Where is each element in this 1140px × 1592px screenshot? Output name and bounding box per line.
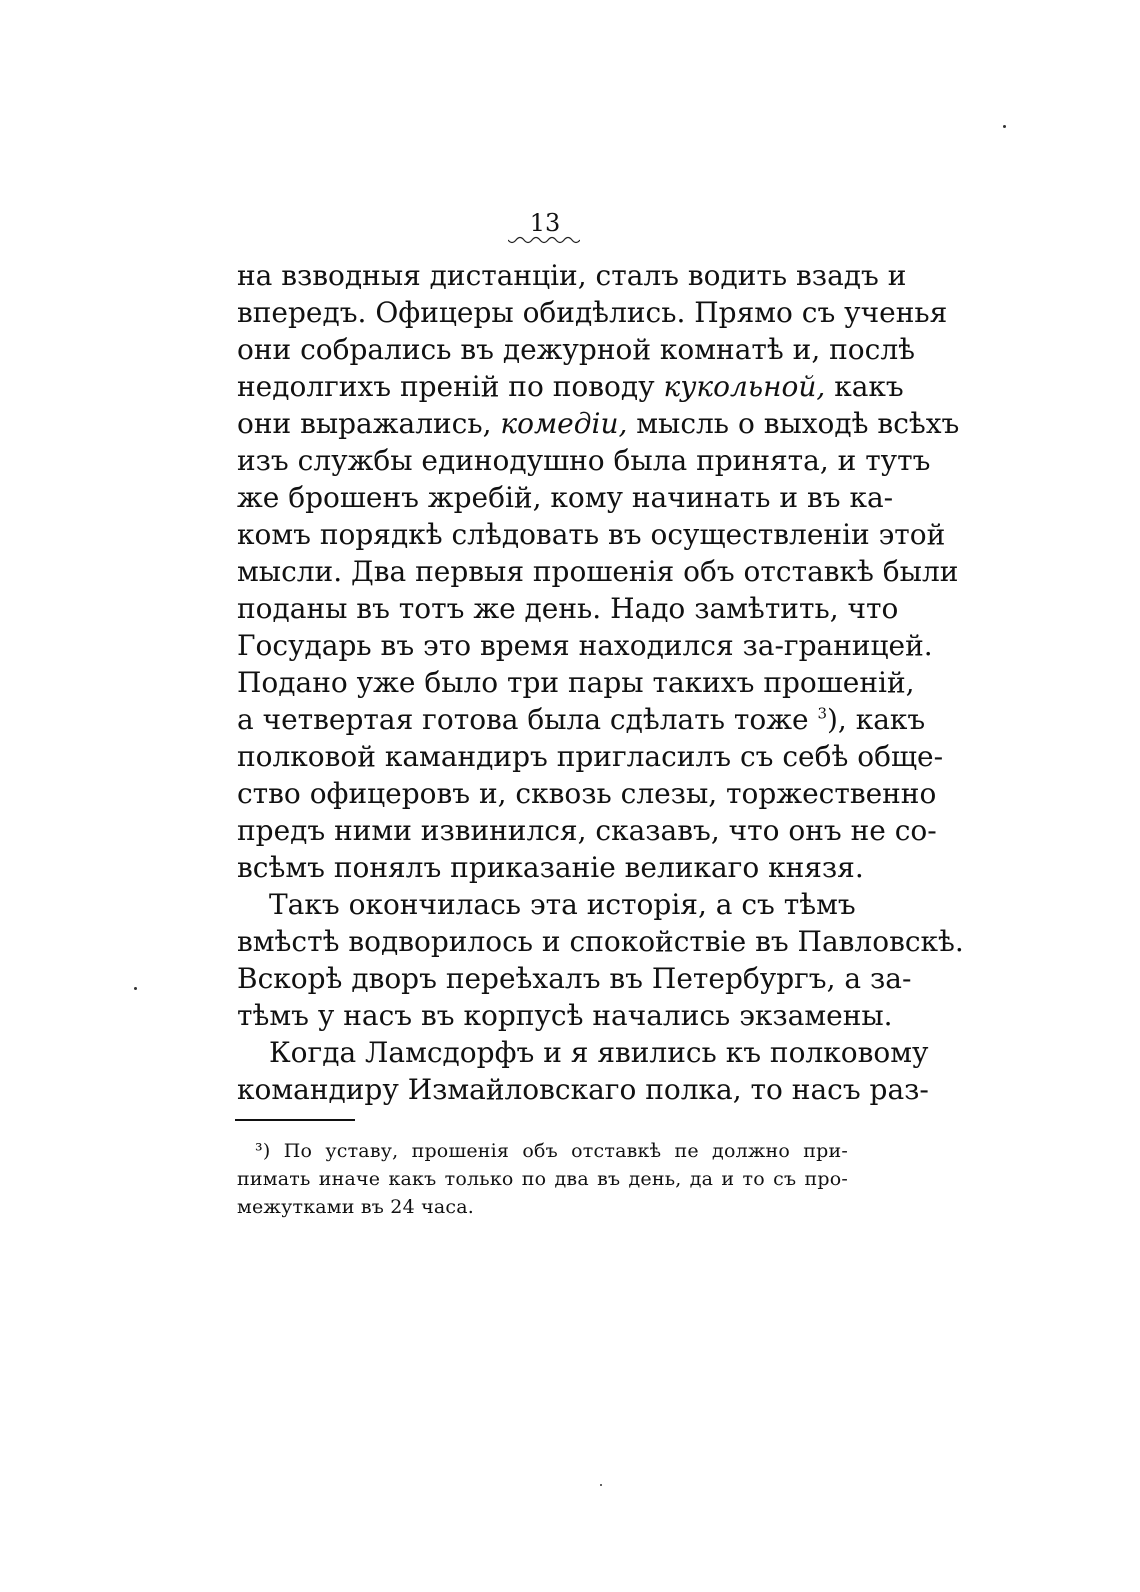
text-line: поданы въ тотъ же день. Надо замѣтить, что	[237, 592, 899, 625]
text-line	[237, 404, 960, 444]
text-line: Когда Ламсдорфъ и я явились къ полковому	[269, 1036, 929, 1069]
scan-speck	[1003, 125, 1006, 128]
footnote-reference: 3	[817, 704, 827, 723]
footnote-divider	[235, 1119, 355, 1121]
text-line: комъ порядкѣ слѣдовать въ осуществленіи этой	[237, 518, 946, 551]
page-number: 13	[529, 209, 561, 237]
text-line: на взводныя дистанціи, сталъ водить взадъ и	[237, 259, 907, 292]
text-line: Государь въ это время находился за-границей.	[237, 629, 933, 662]
footnote-marker: ³)	[255, 1140, 271, 1162]
footnote-line: пимать иначе какъ только по два въ день, да и то съ про-	[237, 1168, 848, 1190]
italic-word: комедіи,	[500, 407, 628, 440]
text-line: они собрались въ дежурной комнатѣ и, послѣ	[237, 333, 916, 366]
footnote-line: межутками въ 24 часа.	[237, 1196, 475, 1218]
text-line: предъ ними извинился, сказавъ, что онъ не со-	[237, 814, 937, 847]
scan-speck	[134, 987, 137, 990]
text-line: ство офицеровъ и, сквозь слезы, торжественно	[237, 777, 937, 810]
text-line: тѣмъ у насъ въ корпусѣ начались экзамены.	[237, 999, 893, 1032]
italic-word: кукольной,	[663, 370, 826, 403]
text-line: Вскорѣ дворъ переѣхалъ въ Петербургъ, а за-	[237, 962, 912, 995]
text-line: командиру Измайловскаго полка, то насъ раз-	[237, 1073, 929, 1106]
page-number-ornament	[508, 236, 580, 246]
text-line: Подано уже было три пары такихъ прошеній,	[237, 666, 915, 699]
text-segment: какъ	[825, 370, 904, 403]
text-line: впередъ. Офицеры обидѣлись. Прямо съ ученья	[237, 296, 948, 329]
text-segment: По уставу, прошенія объ отставкѣ пе должно при-	[270, 1140, 848, 1162]
text-line: мысли. Два первыя прошенія объ отставкѣ были	[237, 555, 959, 588]
text-line: изъ службы единодушно была принята, и тутъ	[237, 444, 931, 477]
scan-speck	[600, 1484, 602, 1486]
text-line: вмѣстѣ водворилось и спокойствіе въ Павловскѣ.	[237, 925, 964, 958]
footnote-line	[255, 1136, 848, 1166]
text-segment: они выражались,	[237, 407, 501, 440]
text-line: Такъ окончилась эта исторія, а съ тѣмъ	[269, 888, 856, 921]
text-segment: недолгихъ преній по поводу	[237, 370, 664, 403]
text-line: полковой камандиръ пригласилъ съ себѣ обще-	[237, 740, 944, 773]
text-segment: ), какъ	[826, 703, 926, 736]
text-line: же брошенъ жребій, кому начинать и въ ка-	[237, 481, 894, 514]
text-segment: а четвертая готова была сдѣлать тоже	[237, 703, 818, 736]
text-segment: мысль о выходѣ всѣхъ	[627, 407, 960, 440]
text-line	[237, 367, 904, 407]
text-line: всѣмъ понялъ приказаніе великаго князя.	[237, 851, 864, 884]
text-line	[237, 700, 926, 740]
